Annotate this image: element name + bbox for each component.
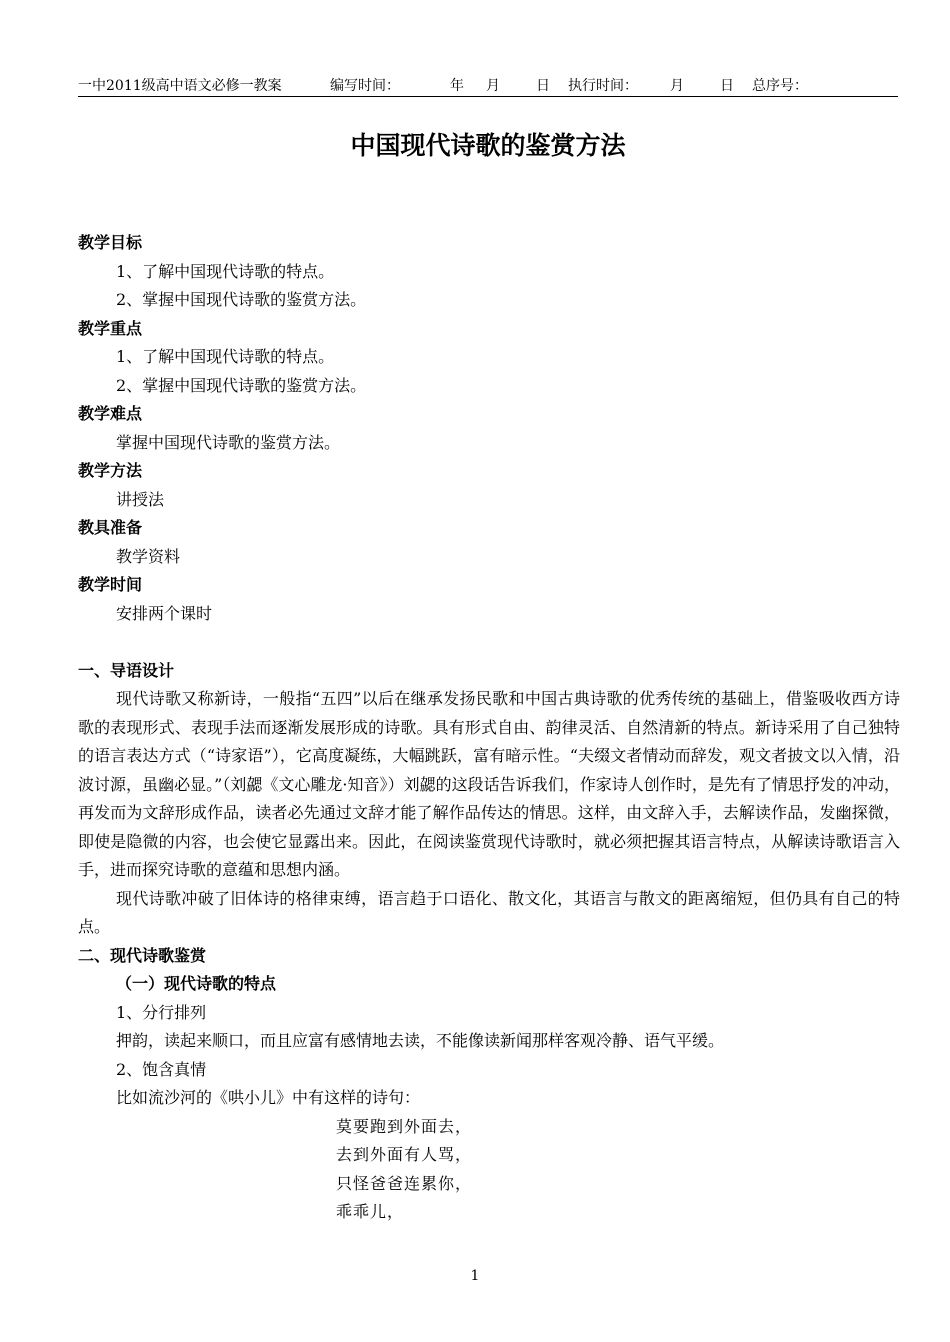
poem-line: 只怪爸爸连累你，	[336, 1173, 473, 1193]
key-points-heading: 教学重点	[78, 318, 143, 338]
header-school-plan: 一中2011级高中语文必修一教案	[78, 78, 282, 94]
time-heading: 教学时间	[78, 575, 143, 594]
feature-item-title: 1、分行排列	[116, 1002, 207, 1022]
document-body	[78, 229, 900, 1227]
appreciation-heading: 二、现代诗歌鉴赏	[78, 945, 207, 965]
difficulties-heading: 教学难点	[78, 404, 143, 423]
header-exec-time-label: 执行时间：	[568, 78, 638, 94]
header-year: 年	[450, 78, 464, 94]
intro-paragraph: 现代诗歌冲破了旧体诗的格律束缚，语言趋于口语化、散文化，其语言与散文的距离缩短，但仍具有自己的特点。	[78, 888, 900, 936]
header-exec-month: 月	[670, 78, 684, 94]
page-number: 1	[470, 1268, 480, 1284]
time-text: 安排两个课时	[116, 603, 213, 623]
key-point-item: 2、掌握中国现代诗歌的鉴赏方法。	[116, 375, 367, 395]
poem-line: 莫要跑到外面去，	[336, 1116, 473, 1136]
page-title: 中国现代诗歌的鉴赏方法	[350, 131, 626, 160]
header-day: 日	[536, 78, 550, 94]
key-point-item: 1、了解中国现代诗歌的特点。	[116, 347, 335, 366]
features-subheading: （一）现代诗歌的特点	[116, 974, 277, 993]
goal-item: 2、掌握中国现代诗歌的鉴赏方法。	[116, 290, 367, 309]
feature-item-text: 比如流沙河的《哄小儿》中有这样的诗句：	[116, 1088, 421, 1107]
method-heading: 教学方法	[78, 461, 143, 480]
header-serial-label: 总序号：	[752, 78, 808, 94]
poem-line: 去到外面有人骂，	[336, 1145, 473, 1164]
poem-line: 乖乖儿，	[336, 1202, 405, 1221]
feature-item-text: 押韵，读起来顺口，而且应富有感情地去读，不能像读新闻那样客观冷静、语气平缓。	[116, 1031, 725, 1050]
tools-text: 教学资料	[116, 546, 181, 566]
spacer	[78, 628, 900, 657]
difficulties-text: 掌握中国现代诗歌的鉴赏方法。	[116, 432, 341, 452]
intro-heading: 一、导语设计	[78, 660, 175, 680]
header-exec-day: 日	[720, 78, 734, 94]
page-header	[78, 76, 898, 97]
header-month: 月	[486, 78, 500, 94]
header-write-time-label: 编写时间：	[330, 78, 400, 94]
intro-paragraph: 现代诗歌又称新诗，一般指“五四”以后在继承发扬民歌和中国古典诗歌的优秀传统的基础上，借鉴吸收西方诗歌的表现形式、表现手法而逐渐发展形成的诗歌。具有形式自由、韵律灵活、自然清新的特点。新诗采用了自己独特的语言表达方式（“诗家语”），它高度凝练，大幅跳跃，富有暗示性。“夫缀文者情动而辞发，观文者披文以入情，沿波讨源，虽幽必显。”（刘勰《文心雕龙·知音》）刘勰的这段话告诉我们，作家诗人创作时，是先有了情思抒发的冲动，再发而为文辞形成作品，读者必先通过文辞才能了解作品传达的情思。这样，由文辞入手，去解读作品，发幽探微，即使是隐微的内容，也会使它显露出来。因此，在阅读鉴赏现代诗歌时，就必须把握其语言特点，从解读诗歌语言入手，进而探究诗歌的意蕴和思想内涵。	[78, 689, 900, 879]
goals-heading: 教学目标	[78, 233, 143, 252]
goal-item: 1、了解中国现代诗歌的特点。	[116, 261, 335, 281]
method-text: 讲授法	[116, 489, 165, 509]
feature-item-title: 2、饱含真情	[116, 1059, 207, 1079]
tools-heading: 教具准备	[78, 518, 143, 537]
